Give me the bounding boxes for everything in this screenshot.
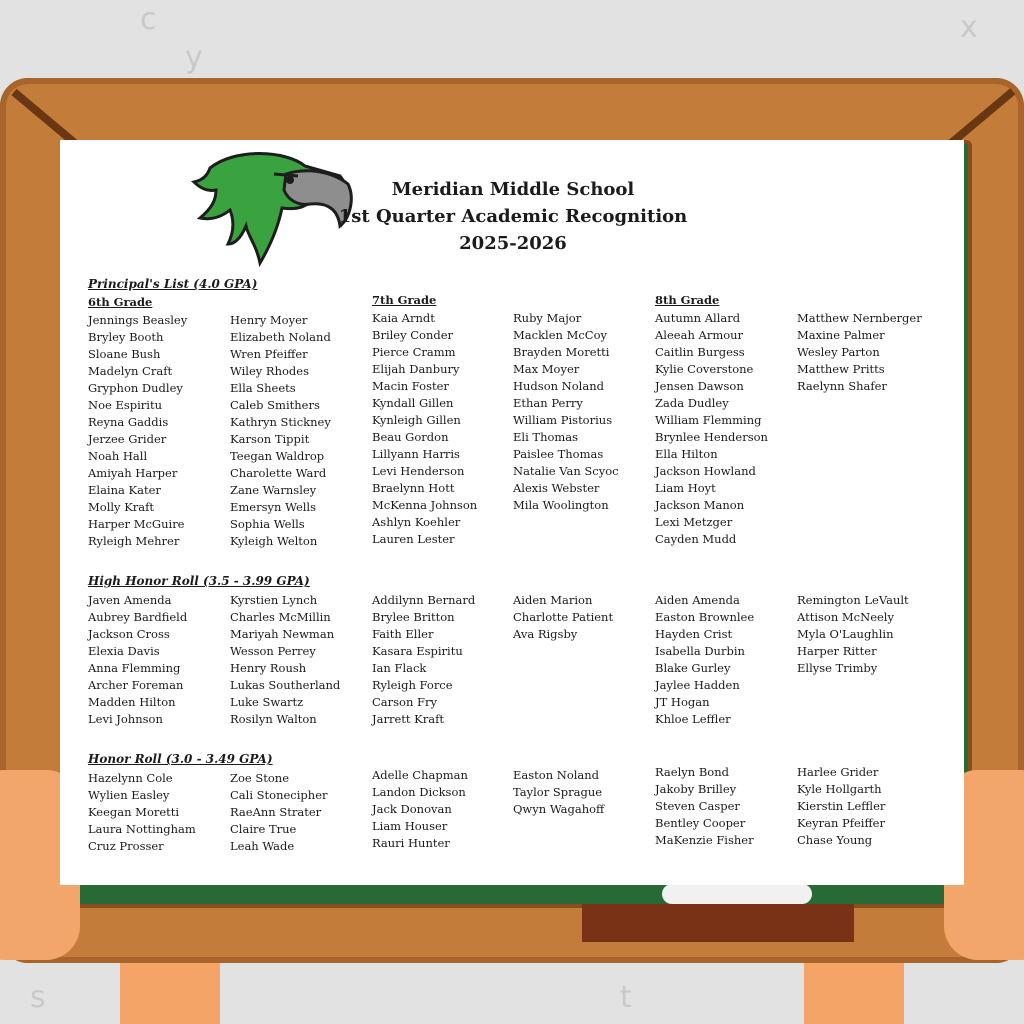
student-name: Zane Warnsley <box>230 483 317 497</box>
student-name: Noah Hall <box>88 449 148 463</box>
student-name: Faith Eller <box>372 627 434 641</box>
student-name: Maxine Palmer <box>797 328 885 342</box>
student-name: Ella Sheets <box>230 381 296 395</box>
student-name: Lillyann Harris <box>372 447 460 461</box>
student-name: Cayden Mudd <box>655 532 737 546</box>
chalk-piece <box>662 884 812 904</box>
school-name: Meridian Middle School <box>391 179 635 200</box>
student-name: Mila Woolington <box>513 498 609 512</box>
name-list <box>230 312 331 550</box>
student-name: Autumn Allard <box>655 311 741 325</box>
student-name: Macin Foster <box>372 379 449 393</box>
student-name: Easton Brownlee <box>655 610 755 624</box>
student-name: Matthew Nernberger <box>797 311 922 325</box>
student-name: Cali Stonecipher <box>230 788 328 802</box>
student-name: Brylee Britton <box>372 610 455 624</box>
student-name: Pierce Cramm <box>372 345 456 359</box>
student-name: Lauren Lester <box>372 532 455 546</box>
student-name: Cruz Prosser <box>88 839 164 853</box>
student-name: Jackson Howland <box>655 464 756 478</box>
honor-roll-heading: Honor Roll (3.0 - 3.49 GPA) <box>88 752 273 766</box>
student-name: Archer Foreman <box>88 678 184 692</box>
student-name: Blake Gurley <box>655 661 731 675</box>
student-name: Adelle Chapman <box>372 768 468 782</box>
student-name: Emersyn Wells <box>230 500 317 514</box>
student-name: Aiden Amenda <box>655 593 740 607</box>
name-list <box>372 767 468 852</box>
student-name: Lukas Southerland <box>230 678 341 692</box>
student-name: Khloe Leffler <box>655 712 731 726</box>
student-name: Ellyse Trimby <box>797 661 878 675</box>
name-list <box>88 312 187 550</box>
student-name: Ian Flack <box>372 661 427 675</box>
name-list <box>88 770 196 855</box>
grade-6-heading: 6th Grade <box>88 295 153 309</box>
name-list <box>797 764 885 849</box>
student-name: Ella Hilton <box>655 447 718 461</box>
student-name: Bentley Cooper <box>655 816 746 830</box>
student-name: Ava Rigsby <box>513 627 578 641</box>
student-name: Javen Amenda <box>88 593 172 607</box>
student-name: Aubrey Bardfield <box>88 610 188 624</box>
student-name: Ryleigh Mehrer <box>88 534 180 548</box>
student-name: Hayden Crist <box>655 627 733 641</box>
student-name: Elizabeth Noland <box>230 330 331 344</box>
student-name: Braelynn Hott <box>372 481 455 495</box>
student-name: Natalie Van Scyoc <box>513 464 619 478</box>
student-name: Jerzee Grider <box>88 432 167 446</box>
student-name: Jennings Beasley <box>88 313 188 327</box>
student-name: Raelyn Bond <box>655 765 729 779</box>
student-name: Remington LeVault <box>797 593 909 607</box>
student-name: Liam Houser <box>372 819 448 833</box>
chalk-doodle: s <box>30 980 46 1015</box>
student-name: Kynleigh Gillen <box>372 413 461 427</box>
chalk-doodle: x <box>960 10 978 45</box>
student-name: Brynlee Henderson <box>655 430 768 444</box>
student-name: Jackson Manon <box>655 498 745 512</box>
student-name: Taylor Sprague <box>513 785 603 799</box>
student-name: Madelyn Craft <box>88 364 173 378</box>
student-name: Steven Casper <box>655 799 740 813</box>
student-name: Reyna Gaddis <box>88 415 169 429</box>
student-name: Matthew Pritts <box>797 362 885 376</box>
student-name: Ruby Major <box>513 311 582 325</box>
student-name: Chase Young <box>797 833 873 847</box>
student-name: Macklen McCoy <box>513 328 608 342</box>
student-name: Ryleigh Force <box>372 678 453 692</box>
student-name: Laura Nottingham <box>88 822 196 836</box>
student-name: Kasara Espiritu <box>372 644 463 658</box>
chalk-doodle: y <box>185 40 203 75</box>
right-sleeve <box>804 960 904 1024</box>
student-name: Jaylee Hadden <box>655 678 740 692</box>
student-name: JT Hogan <box>655 695 710 709</box>
student-name: Claire True <box>230 822 297 836</box>
student-name: Anna Flemming <box>88 661 181 675</box>
chalk-doodle: c <box>140 2 157 37</box>
student-name: Luke Swartz <box>230 695 304 709</box>
eraser <box>582 904 854 942</box>
left-sleeve <box>120 960 220 1024</box>
high-honor-roll-heading: High Honor Roll (3.5 - 3.99 GPA) <box>88 574 310 588</box>
student-name: Briley Conder <box>372 328 454 342</box>
student-name: Gryphon Dudley <box>88 381 183 395</box>
student-name: Wesson Perrey <box>230 644 316 658</box>
student-name: Ethan Perry <box>513 396 583 410</box>
student-name: Elexia Davis <box>88 644 160 658</box>
student-name: Amiyah Harper <box>88 466 178 480</box>
recognition-title: 1st Quarter Academic Recognition <box>338 206 688 227</box>
student-name: Jakoby Brilley <box>655 782 737 796</box>
student-name: Aleeah Armour <box>655 328 744 342</box>
name-list <box>655 592 754 728</box>
student-name: Caleb Smithers <box>230 398 320 412</box>
student-name: Eli Thomas <box>513 430 579 444</box>
student-name: Qwyn Wagahoff <box>513 802 605 816</box>
student-name: Kylie Coverstone <box>655 362 754 376</box>
student-name: Beau Gordon <box>372 430 449 444</box>
grade-8-heading: 8th Grade <box>655 293 720 307</box>
student-name: Landon Dickson <box>372 785 466 799</box>
student-name: Wren Pfeiffer <box>230 347 308 361</box>
student-name: Henry Moyer <box>230 313 308 327</box>
student-name: Attison McNeely <box>797 610 894 624</box>
name-list <box>513 310 619 514</box>
student-name: Lexi Metzger <box>655 515 733 529</box>
student-name: Easton Noland <box>513 768 600 782</box>
student-name: Kyrstien Lynch <box>230 593 318 607</box>
student-name: Charlotte Patient <box>513 610 614 624</box>
name-list <box>655 310 768 548</box>
student-name: Harper McGuire <box>88 517 185 531</box>
student-name: Elijah Danbury <box>372 362 460 376</box>
student-name: Kathryn Stickney <box>230 415 331 429</box>
student-name: Max Moyer <box>513 362 580 376</box>
student-name: Noe Espiritu <box>88 398 162 412</box>
principals-list-heading: Principal's List (4.0 GPA) <box>88 277 258 291</box>
name-list <box>372 310 477 548</box>
student-name: Carson Fry <box>372 695 438 709</box>
student-name: Bryley Booth <box>88 330 164 344</box>
name-list <box>513 767 604 818</box>
student-name: Raelynn Shafer <box>797 379 887 393</box>
student-name: Harlee Grider <box>797 765 879 779</box>
student-name: Levi Johnson <box>88 712 163 726</box>
student-name: Hudson Noland <box>513 379 604 393</box>
student-name: Sloane Bush <box>88 347 161 361</box>
student-name: Mariyah Newman <box>230 627 335 641</box>
student-name: Charles McMillin <box>230 610 331 624</box>
student-name: Isabella Durbin <box>655 644 745 658</box>
student-name: Aiden Marion <box>513 593 593 607</box>
student-name: Keyran Pfeiffer <box>797 816 885 830</box>
student-name: William Flemming <box>655 413 762 427</box>
student-name: Sophia Wells <box>230 517 305 531</box>
student-name: Madden Hilton <box>88 695 176 709</box>
name-list <box>513 592 613 643</box>
student-name: Jackson Cross <box>88 627 170 641</box>
name-list <box>230 592 340 728</box>
student-name: Alexis Webster <box>513 481 600 495</box>
student-name: Leah Wade <box>230 839 295 853</box>
student-name: Henry Roush <box>230 661 307 675</box>
student-name: Brayden Moretti <box>513 345 610 359</box>
student-name: Caitlin Burgess <box>655 345 745 359</box>
student-name: Kierstin Leffler <box>797 799 886 813</box>
name-list <box>797 592 909 677</box>
student-name: Jarrett Kraft <box>372 712 444 726</box>
student-name: Kyleigh Welton <box>230 534 318 548</box>
student-name: Harper Ritter <box>797 644 877 658</box>
student-name: McKenna Johnson <box>372 498 478 512</box>
student-name: Kyndall Gillen <box>372 396 454 410</box>
name-list <box>372 592 475 728</box>
student-name: Hazelynn Cole <box>88 771 173 785</box>
student-name: MaKenzie Fisher <box>655 833 754 847</box>
student-name: Levi Henderson <box>372 464 465 478</box>
student-name: Addilynn Bernard <box>372 593 476 607</box>
chalk-doodle: t <box>620 980 632 1015</box>
student-name: Karson Tippit <box>230 432 310 446</box>
student-name: Jack Donovan <box>372 802 452 816</box>
student-name: Rauri Hunter <box>372 836 450 850</box>
student-name: Zada Dudley <box>655 396 729 410</box>
student-name: RaeAnn Strater <box>230 805 322 819</box>
student-name: Myla O'Laughlin <box>797 627 894 641</box>
student-name: Keegan Moretti <box>88 805 180 819</box>
student-name: Paislee Thomas <box>513 447 604 461</box>
student-name: Rosilyn Walton <box>230 712 317 726</box>
student-name: Wylien Easley <box>88 788 170 802</box>
student-name: Teegan Waldrop <box>230 449 325 463</box>
name-list <box>230 770 328 855</box>
page-title <box>300 176 726 257</box>
student-name: Elaina Kater <box>88 483 161 497</box>
student-name: Liam Hoyt <box>655 481 716 495</box>
student-name: William Pistorius <box>513 413 613 427</box>
student-name: Wesley Parton <box>797 345 880 359</box>
student-name: Molly Kraft <box>88 500 155 514</box>
name-list <box>655 764 754 849</box>
school-year: 2025-2026 <box>459 233 567 254</box>
name-list <box>797 310 922 395</box>
name-list <box>88 592 187 728</box>
student-name: Zoe Stone <box>230 771 290 785</box>
student-name: Jensen Dawson <box>655 379 744 393</box>
grade-7-heading: 7th Grade <box>372 293 437 307</box>
student-name: Wiley Rhodes <box>230 364 309 378</box>
student-name: Kyle Hollgarth <box>797 782 882 796</box>
student-name: Charolette Ward <box>230 466 327 480</box>
student-name: Kaia Arndt <box>372 311 435 325</box>
student-name: Ashlyn Koehler <box>372 515 461 529</box>
